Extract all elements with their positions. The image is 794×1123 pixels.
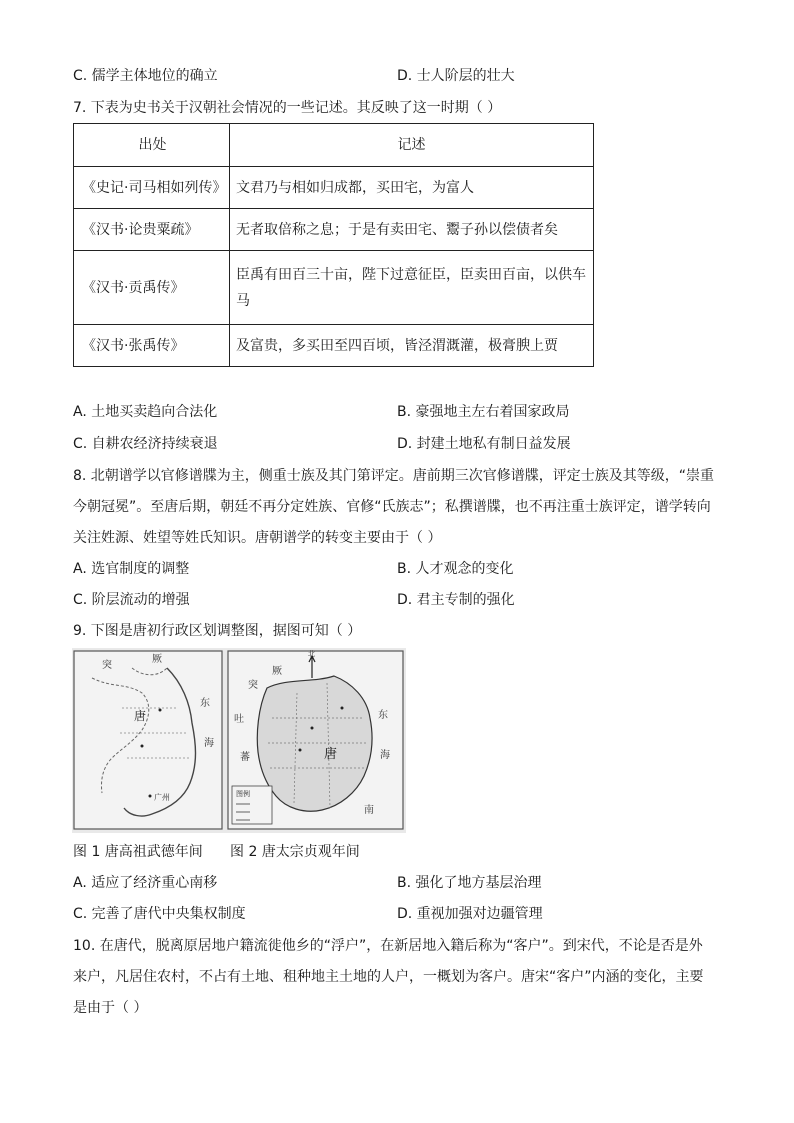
map-2-label-dong: 东 bbox=[378, 710, 388, 721]
q8-option-b: B. 人才观念的变化 bbox=[397, 561, 514, 577]
map-2-legend-title: 图例 bbox=[236, 790, 250, 798]
table-cell-source: 《史记·司马相如列传》 bbox=[74, 167, 230, 209]
table-header-record: 记述 bbox=[230, 124, 594, 167]
map-1-city-dot bbox=[149, 795, 152, 798]
q9-option-d: D. 重视加强对边疆管理 bbox=[397, 906, 543, 922]
map-2-label-tang: 唐 bbox=[324, 747, 338, 762]
table-cell-record: 臣禹有田百三十亩，陛下过意征臣，臣卖田百亩，以供车马 bbox=[230, 251, 594, 325]
tang-admin-maps-figure bbox=[72, 648, 406, 833]
figure-2-caption: 图 2 唐太宗贞观年间 bbox=[230, 844, 360, 860]
q7-stem: 7. 下表为史书关于汉朝社会情况的一些记述。其反映了这一时期（ ） bbox=[73, 100, 502, 116]
map-2-city-dot bbox=[341, 707, 344, 710]
q7-option-d: D. 封建土地私有制日益发展 bbox=[397, 436, 571, 452]
map-2-label-hai: 海 bbox=[380, 750, 390, 761]
q8-stem-line-3: 关注姓源、姓望等姓氏知识。唐朝谱学的转变主要由于（ ） bbox=[73, 530, 442, 546]
figure-1-caption: 图 1 唐高祖武德年间 bbox=[73, 844, 203, 860]
map-1-label-tang: 唐 bbox=[134, 709, 147, 723]
map-2-tang-territory bbox=[257, 676, 372, 811]
q9-option-b: B. 强化了地方基层治理 bbox=[397, 875, 542, 891]
table-row bbox=[74, 325, 594, 367]
table-header-row bbox=[74, 124, 594, 167]
map-1-city-dot bbox=[141, 745, 144, 748]
map-2-label-tu-bo: 吐 bbox=[234, 714, 244, 725]
map-2-label-fan: 蕃 bbox=[240, 752, 250, 763]
table-cell-source: 《汉书·贡禹传》 bbox=[74, 251, 230, 325]
q9-option-a: A. 适应了经济重心南移 bbox=[73, 875, 218, 891]
q7-option-a: A. 土地买卖趋向合法化 bbox=[73, 404, 218, 420]
q8-option-c: C. 阶层流动的增强 bbox=[73, 592, 190, 608]
table-row bbox=[74, 209, 594, 251]
map-2-label-nan: 南 bbox=[364, 805, 374, 816]
q10-stem-line-1: 10. 在唐代，脱离原居地户籍流徙他乡的“浮户”，在新居地入籍后称为“客户”。到宋代，不论是否是外 bbox=[73, 938, 703, 954]
q6-option-c: C. 儒学主体地位的确立 bbox=[73, 68, 218, 84]
q8-option-a: A. 选官制度的调整 bbox=[73, 561, 190, 577]
q9-stem: 9. 下图是唐初行政区划调整图，据图可知（ ） bbox=[73, 623, 362, 639]
table-cell-source: 《汉书·论贵粟疏》 bbox=[74, 209, 230, 251]
map-1-label-dong: 东 bbox=[200, 698, 210, 709]
map-2-label-tu: 突 bbox=[248, 680, 258, 691]
map-2-label-north: 北 bbox=[308, 650, 315, 658]
table-cell-source: 《汉书·张禹传》 bbox=[74, 325, 230, 367]
q9-option-c: C. 完善了唐代中央集权制度 bbox=[73, 906, 246, 922]
q6-option-d: D. 士人阶层的壮大 bbox=[397, 68, 515, 84]
table-row bbox=[74, 167, 594, 209]
map-1-label-jue: 厥 bbox=[152, 654, 162, 665]
map-1-label-tu: 突 bbox=[102, 660, 112, 671]
q8-stem-line-2: 今朝冠冕”。至唐后期，朝廷不再分定姓族、官修“氏族志”；私撰谱牒，也不再注重士族评定，谱学转向 bbox=[73, 499, 711, 515]
q8-stem-line-1: 8. 北朝谱学以官修谱牒为主，侧重士族及其门第评定。唐前期三次官修谱牒，评定士族及其等级，“崇重 bbox=[73, 468, 715, 484]
table-cell-record: 文君乃与相如归成都，买田宅，为富人 bbox=[230, 167, 594, 209]
map-1-label-guangzhou: 广州 bbox=[154, 793, 170, 802]
table-header-source: 出处 bbox=[74, 124, 230, 167]
q7-option-c: C. 自耕农经济持续衰退 bbox=[73, 436, 218, 452]
table-cell-record: 及富贵，多买田至四百顷，皆泾渭溉灌，极膏腴上贾 bbox=[230, 325, 594, 367]
q10-stem-line-3: 是由于（ ） bbox=[73, 1000, 148, 1016]
map-2-label-jue: 厥 bbox=[272, 666, 282, 677]
map-1-label-hai: 海 bbox=[204, 738, 214, 749]
table-cell-record: 无者取倍称之息；于是有卖田宅、鬻子孙以偿债者矣 bbox=[230, 209, 594, 251]
map-2-city-dot bbox=[311, 727, 314, 730]
map-2-city-dot bbox=[299, 749, 302, 752]
table-row bbox=[74, 251, 594, 325]
q7-record-table bbox=[73, 123, 594, 367]
q10-stem-line-2: 来户，凡居住农村，不占有土地、租种地主土地的人户，一概划为客户。唐宋“客户”内涵的变化，主要 bbox=[73, 969, 704, 985]
maps-svg bbox=[72, 648, 406, 833]
q7-option-b: B. 豪强地主左右着国家政局 bbox=[397, 404, 570, 420]
map-1-frame bbox=[74, 651, 222, 829]
q8-option-d: D. 君主专制的强化 bbox=[397, 592, 515, 608]
map-1-city-dot bbox=[159, 709, 162, 712]
